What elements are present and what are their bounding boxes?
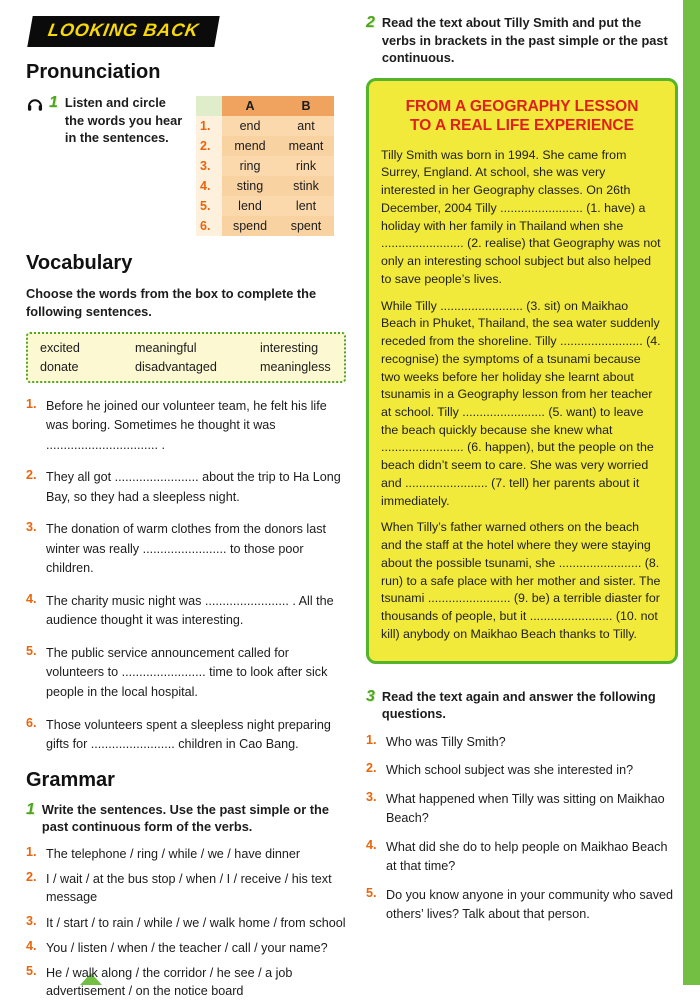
sentence-text: Those volunteers spent a sleepless night preparing gifts for ........................ children in Cao Bang. bbox=[46, 717, 331, 752]
sentence-number: 4. bbox=[26, 591, 37, 606]
grammar-item bbox=[26, 964, 346, 1001]
pronunciation-table bbox=[196, 96, 334, 236]
right-column bbox=[366, 14, 678, 934]
question-number: 5. bbox=[366, 885, 377, 900]
reading-paragraph: While Tilly ........................ (3. sit) on Maikhao Beach in Phuket, Thailand, the sea water suddenly receded from the shoreline. Tilly ........................ (4. recognise) the symptoms of a tsunami because two weeks before her holiday she learnt about tsunamis in a Geography lesson from her teacher at school. Tilly ........................ (5. want) to leave the beach quickly because she knew what ........................ (6. happen), but the people on the beach didn’t seem to care. She was very worried and ........................ (7. tell) her parents about it immediately. bbox=[381, 298, 661, 508]
questions-task-number: 3 bbox=[366, 687, 375, 705]
sentence-text: The charity music night was ........................ . All the audience thought it was interesting. bbox=[46, 593, 334, 628]
grammar-item bbox=[26, 870, 346, 907]
vocabulary-sentences bbox=[26, 397, 346, 755]
row-number: 6. bbox=[196, 216, 222, 236]
vocabulary-sentence bbox=[26, 468, 346, 507]
table-header-corner bbox=[196, 96, 222, 116]
item-number: 4. bbox=[26, 938, 37, 953]
question-item bbox=[366, 838, 678, 877]
reading-box-title-line2: TO A REAL LIFE EXPERIENCE bbox=[410, 117, 634, 135]
word-box-item: donate bbox=[40, 359, 79, 374]
question-item bbox=[366, 886, 678, 925]
word-b: meant bbox=[278, 136, 334, 156]
pronunciation-heading: Pronunciation bbox=[26, 61, 161, 83]
word-a: ring bbox=[222, 156, 278, 176]
table-row bbox=[196, 196, 334, 216]
word-a: sting bbox=[222, 176, 278, 196]
word-a: spend bbox=[222, 216, 278, 236]
question-text: Do you know anyone in your community who saved others’ lives? Talk about that person. bbox=[386, 887, 674, 922]
table-header-a: A bbox=[222, 96, 278, 116]
question-text: What did she do to help people on Maikhao Beach at that time? bbox=[386, 839, 668, 874]
sentence-number: 3. bbox=[26, 520, 37, 535]
question-item bbox=[366, 761, 678, 781]
reading-paragraph: When Tilly’s father warned others on the beach and the staff at the hotel where they were staying about the possible tsunami, she ........................ (8. run) to a safe place with her mother and sister. The tsunami ........................ (9. be) a terrible diaster for thousands of people, but it ........................ (10. not kill) anybody on Maikhao Beach thanks to Tilly. bbox=[381, 520, 661, 641]
question-number: 3. bbox=[366, 789, 377, 804]
looking-back-label: LOOKING BACK bbox=[46, 20, 201, 40]
table-row bbox=[196, 116, 334, 136]
reading-task-number: 2 bbox=[366, 14, 375, 31]
sentence-number: 6. bbox=[26, 715, 37, 730]
question-number: 1. bbox=[366, 732, 377, 747]
reading-instruction: Read the text about Tilly Smith and put the verbs in brackets in the past simple or the past continuous. bbox=[381, 15, 668, 66]
word-b: lent bbox=[278, 196, 334, 216]
sentence-text: Before he joined our volunteer team, he felt his life was boring. Sometimes he thought it was ................................ . bbox=[46, 398, 327, 452]
question-items bbox=[366, 733, 678, 925]
table-row bbox=[196, 156, 334, 176]
grammar-item bbox=[26, 914, 346, 932]
vocabulary-sentence bbox=[26, 592, 346, 631]
word-b: ant bbox=[278, 116, 334, 136]
headphones-icon bbox=[26, 95, 44, 113]
row-number: 1. bbox=[196, 116, 222, 136]
sentence-text: The public service announcement called for volunteers to ........................ time to look after sick people in the local hospital. bbox=[46, 645, 328, 699]
grammar-items bbox=[26, 845, 346, 1001]
pronunciation-task-number: 1 bbox=[49, 94, 58, 111]
table-row bbox=[196, 136, 334, 156]
table-header-row bbox=[196, 96, 334, 116]
pronunciation-task bbox=[26, 94, 346, 236]
questions-instruction: Read the text again and answer the following questions. bbox=[381, 688, 656, 722]
item-number: 3. bbox=[26, 913, 37, 928]
row-number: 2. bbox=[196, 136, 222, 156]
sentence-text: They all got ........................ about the trip to Ha Long Bay, so they had a sleepless night. bbox=[46, 470, 341, 504]
question-item bbox=[366, 733, 678, 753]
vocabulary-sentence bbox=[26, 397, 346, 456]
question-text: Which school subject was she interested in? bbox=[386, 763, 634, 778]
grammar-instruction: Write the sentences. Use the past simple or the past continuous form of the verbs. bbox=[41, 801, 329, 835]
word-box-item: disadvantaged bbox=[135, 359, 217, 374]
word-a: end bbox=[222, 116, 278, 136]
item-text: It / start / to rain / while / we / walk home / from school bbox=[46, 915, 346, 930]
item-number: 2. bbox=[26, 870, 37, 885]
reading-box-title-line1: FROM A GEOGRAPHY LESSON bbox=[405, 97, 639, 115]
word-box-item: interesting bbox=[260, 340, 319, 355]
item-text: He / walk along / the corridor / he see / a job advertisement / on the notice board bbox=[46, 966, 293, 999]
question-text: What happened when Tilly was sitting on Maikhao Beach? bbox=[386, 791, 665, 826]
vocabulary-sentence bbox=[26, 644, 346, 703]
word-b: stink bbox=[278, 176, 334, 196]
questions-section bbox=[366, 688, 678, 925]
grammar-task-number: 1 bbox=[26, 800, 35, 818]
grammar-task bbox=[26, 801, 346, 836]
row-number: 4. bbox=[196, 176, 222, 196]
pronunciation-task-inner bbox=[49, 94, 188, 236]
grammar-item bbox=[26, 939, 346, 957]
word-b: spent bbox=[278, 216, 334, 236]
reading-text-box bbox=[366, 78, 678, 664]
vocabulary-sentence bbox=[26, 716, 346, 755]
vocabulary-heading: Vocabulary bbox=[26, 252, 133, 274]
reading-task bbox=[366, 14, 678, 67]
item-text: The telephone / ring / while / we / have dinner bbox=[46, 846, 301, 861]
sentence-text: The donation of warm clothes from the donors last winter was really ........................ to those poor children. bbox=[46, 522, 327, 576]
left-column bbox=[26, 16, 346, 1008]
question-item bbox=[366, 790, 678, 829]
word-a: lend bbox=[222, 196, 278, 216]
table-header-b: B bbox=[278, 96, 334, 116]
word-box-item: excited bbox=[40, 340, 80, 355]
reading-paragraph: Tilly Smith was born in 1994. She came from Surrey, England. At school, she was very interested in her Geography classes. On 26th December, 2004 Tilly ........................ (1. have) a holiday with her family in Thailand when she ........................ (2. realise) that Geography was not only an interesting school subject but also helped to save people’s lives. bbox=[381, 147, 661, 286]
word-box-item: meaningless bbox=[260, 359, 331, 374]
sentence-number: 1. bbox=[26, 396, 37, 411]
listen-instruction-block bbox=[26, 94, 188, 236]
item-number: 5. bbox=[26, 964, 37, 979]
table-row bbox=[196, 216, 334, 236]
sentence-number: 2. bbox=[26, 468, 37, 483]
table-row bbox=[196, 176, 334, 196]
item-number: 1. bbox=[26, 844, 37, 859]
question-text: Who was Tilly Smith? bbox=[386, 734, 506, 749]
pronunciation-instruction: Listen and circle the words you hear in the sentences. bbox=[64, 95, 183, 146]
reading-box-title bbox=[381, 97, 663, 136]
questions-task bbox=[366, 688, 678, 723]
word-b: rink bbox=[278, 156, 334, 176]
grammar-heading: Grammar bbox=[26, 768, 115, 791]
vocabulary-sentence bbox=[26, 520, 346, 579]
vocabulary-word-box bbox=[26, 332, 346, 383]
question-number: 4. bbox=[366, 837, 377, 852]
row-number: 3. bbox=[196, 156, 222, 176]
looking-back-banner bbox=[27, 16, 219, 47]
question-number: 2. bbox=[366, 761, 377, 776]
row-number: 5. bbox=[196, 196, 222, 216]
word-a: mend bbox=[222, 136, 278, 156]
item-text: I / wait / at the bus stop / when / I / receive / his text message bbox=[46, 872, 332, 905]
grammar-item bbox=[26, 845, 346, 863]
page-edge-strip bbox=[683, 0, 700, 985]
item-text: You / listen / when / the teacher / call / your name? bbox=[46, 940, 328, 955]
vocabulary-instruction: Choose the words from the box to complete the following sentences. bbox=[26, 286, 317, 319]
sentence-number: 5. bbox=[26, 643, 37, 658]
word-box-item: meaningful bbox=[135, 340, 197, 355]
